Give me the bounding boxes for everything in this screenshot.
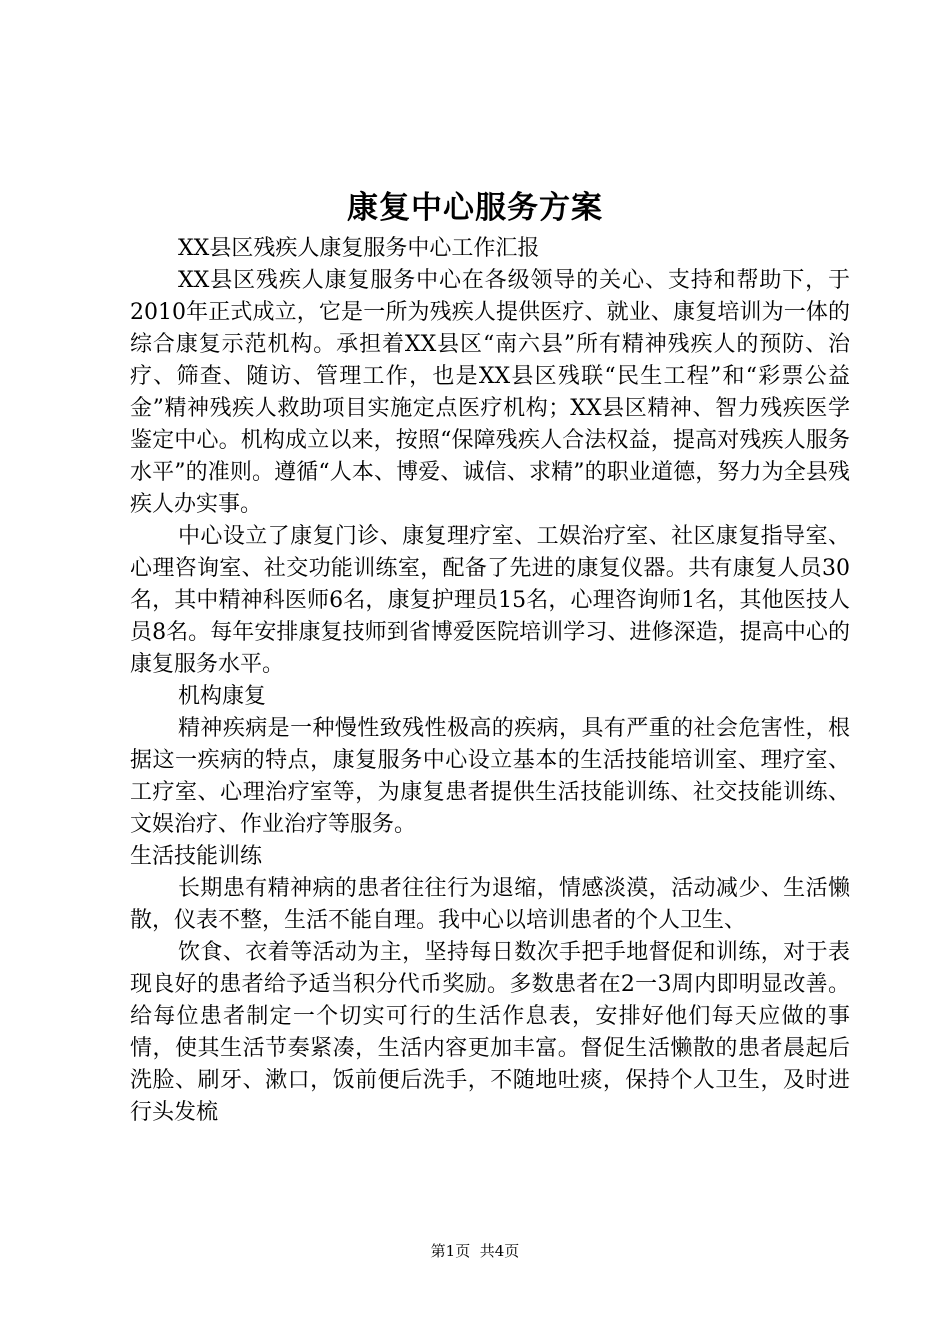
paragraph-report-heading: XX县区残疾人康复服务中心工作汇报 [178,236,540,261]
page-total: 共4页 [479,1242,520,1260]
paragraph-life-skills-2: 饮食、衣着等活动为主，坚持每日数次手把手地督促和训练，对于表现良好的患者给予适当积分代币奖励。多数患者在2一3周内即明显改善。给每位患者制定一个切实可行的生活作息表，安排好他们每天应做的事情，使其生活节奏紧凑，生活内容更加丰富。督促生活懒散的患者晨起后洗脸、刷牙、漱口，饭前便后洗手，不随地吐痰，保持个人卫生，及时进行头发梳 [130,940,850,1125]
paragraph-mental-illness: 精神疾病是一种慢性致残性极高的疾病，具有严重的社会危害性，根据这一疾病的特点，康复服务中心设立基本的生活技能培训室、理疗室、工疗室、心理治疗室等，为康复患者提供生活技能训练、社交技能训练、文娱治疗、作业治疗等服务。 [130,716,850,837]
paragraph-intro: XX县区残疾人康复服务中心在各级领导的关心、支持和帮助下，于2010年正式成立，它是一所为残疾人提供医疗、就业、康复培训为一体的综合康复示范机构。承担着XX县区“南六县”所有精神残疾人的预防、治疗、筛查、随访、管理工作，也是XX县区残联“民生工程”和“彩票公益金”精神残疾人救助项目实施定点医疗机构；XX县区精神、智力残疾医学鉴定中心。机构成立以来，按照“保障残疾人合法权益，提高对残疾人服务水平”的准则。遵循“人本、博爱、诚信、求精”的职业道德，努力为全县残疾人办实事。 [130,268,850,517]
document-body [130,233,850,1129]
paragraph-life-skills-1: 长期患有精神病的患者往往行为退缩，情感淡漠，活动减少、生活懒散，仪表不整，生活不能自理。我中心以培训患者的个人卫生、 [130,876,850,933]
paragraph-facilities: 中心设立了康复门诊、康复理疗室、工娱治疗室、社区康复指导室、心理咨询室、社交功能训练室，配备了先进的康复仪器。共有康复人员30名，其中精神科医师6名，康复护理员15名，心理咨询师1名，其他医技人员8名。每年安排康复技师到省博爱医院培训学习、进修深造，提高中心的康复服务水平。 [130,524,850,677]
document-title: 康复中心服务方案 [347,190,603,226]
section-heading-institutional-rehab: 机构康复 [178,684,267,709]
section-heading-life-skills: 生活技能训练 [130,844,263,869]
page-footer [0,1240,950,1262]
page-number: 第1页 [430,1242,471,1260]
